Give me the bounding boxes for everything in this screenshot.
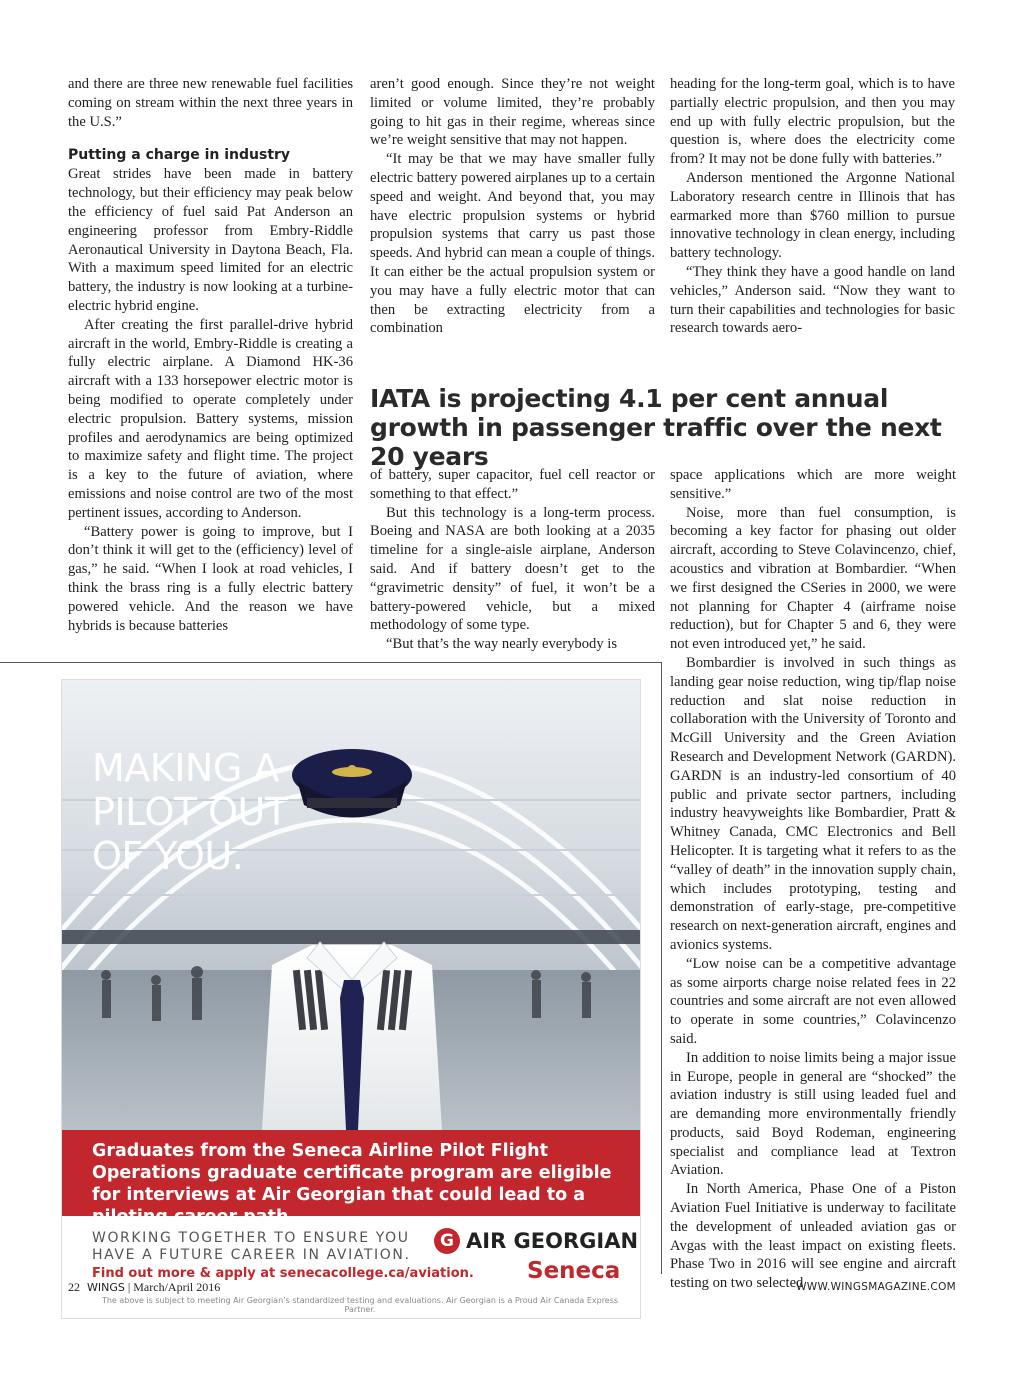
article-column-2-top: [370, 75, 655, 338]
ad-photo-airport-terminal: [62, 680, 640, 1130]
seneca-logo: Seneca: [527, 1258, 621, 1284]
paragraph: “It may be that we may have smaller fully electric battery powered airplanes up to a certain speed and weight. And beyond that, you may have electric propulsion systems or hybrid propulsion systems that carry us past those speeds. And hybrid can mean a couple of things. It can either be the actual propulsion system or you may have a fully electric motor that can then be extracting electricity from a combination: [370, 151, 655, 337]
paragraph: heading for the long-term goal, which is to have partially electric propulsion, and then you may end up with fully electric propulsion, but the question is, where does the electricity come from? It may not be done fully with batteries.”: [670, 76, 955, 168]
footer-separator: |: [127, 1280, 134, 1294]
ad-headline-line: PILOT OUT: [92, 790, 288, 834]
paragraph: “They think they have a good handle on land vehicles,” Anderson said. “Now they want to turn their capabilities and technologies for basic research towards aero-: [670, 263, 955, 337]
paragraph: Noise, more than fuel consumption, is becoming a key factor for phasing out older aircraft, according to Steve Colavincenzo, chief, acoustics and vibration at Bombardier. “When we first designed the CSeries in 2000, we were not planning for Chapter 4 (airframe noise reduction), but for Chapter 5 and 6, they were not even introduced yet,” he said.: [670, 504, 956, 653]
paragraph: “Low noise can be a competitive advantage as some airports charge noise related fees in 22 countries and some aircraft are not even allowed to operate in some countries,” Colavincenzo said.: [670, 955, 956, 1047]
page-footer-left: [68, 1280, 220, 1295]
ad-tagline-line: WORKING TOGETHER TO ENSURE YOU: [92, 1230, 410, 1246]
ad-band-text: Graduates from the Seneca Airline Pilot Flight Operations graduate certificate program are eligible for interviews at Air Georgian that could lead to a piloting career path.: [92, 1141, 612, 1227]
article-column-1: [68, 75, 353, 635]
magazine-name: WINGS: [87, 1281, 125, 1294]
paragraph: In North America, Phase One of a Piston Aviation Fuel Initiative is underway to facilitate the development of unleaded aviation gas or Avgas with the least impact on existing fleets. Phase Two in 2016 will see engine and aircraft testing on two selected: [670, 1181, 956, 1292]
paragraph: and there are three new renewable fuel facilities coming on stream within the next three years in the U.S.”: [68, 76, 353, 130]
advertisement[interactable]: [62, 680, 640, 1318]
paragraph: “But that’s the way nearly everybody is: [386, 636, 618, 653]
ad-link[interactable]: Find out more & apply at senecacollege.ca/aviation.: [92, 1266, 474, 1281]
ad-frame-side-rule: [661, 662, 662, 1274]
paragraph: After creating the first parallel-drive hybrid aircraft in the world, Embry-Riddle is creating a fully electric airplane. A Diamond HK-36 aircraft with a 133 horsepower electric motor is being modified to operate completely under electric propulsion. Battery systems, mission profiles and aerodynamics are being optimized to maximize safety and flight time. The project is a key to the future of aviation, where emissions and noise control are two of the most pertinent issues, according to Anderson.: [68, 316, 353, 521]
paragraph: “Battery power is going to improve, but I don’t think it will get to the (efficiency) level of gas,” he said. “When I look at road vehicles, I think the brass ring is a fully electric battery powered vehicle. And the reason we have hybrids is because batteries: [68, 523, 353, 634]
ad-headline: [92, 746, 288, 878]
ad-red-band: [62, 1130, 640, 1227]
paragraph: But this technology is a long-term process. Boeing and NASA are both looking at a 2035 timeline for a single-aisle airplane, Anderson said. And if battery doesn’t get to the “gravimetric density” of fuel, it won’t be a battery-powered vehicle, but a mixed methodology of some type.: [370, 504, 655, 634]
paragraph: Bombardier is involved in such things as landing gear noise reduction, wing tip/flap noise reduction and slat noise reduction in collaboration with the University of Toronto and McGill University and the Green Aviation Research and Development Network (GARDN). GARDN is an industry-led consortium of 40 public and private sector partners, including industry heavyweights like Bombardier, Pratt & Whitney Canada, CMC Electronics and Bell Helicopter. It is targeting what it refers to as the “valley of death” in the innovation supply chain, which includes prototyping, testing and demonstration of early-stage, pre-competitive research on next-generation aircraft, engines and avionics systems.: [670, 654, 956, 953]
paragraph: Great strides have been made in battery technology, but their efficiency may peak below the efficiency of fuel said Pat Anderson an engineering professor from Embry-Riddle Aeronautical University in Daytona Beach, Fla. With a maximum speed limited for an electric battery, the industry is now looking at a turbine-electric hybrid engine.: [68, 166, 353, 314]
paragraph: aren’t good enough. Since they’re not weight limited or volume limited, they’re probably going to hit gas in their regime, whereas since we’re weight sensitive that may not happen.: [370, 76, 655, 149]
section-heading: Putting a charge in industry: [68, 147, 291, 164]
ad-tagline: [92, 1230, 411, 1264]
issue-date: March/April 2016: [133, 1280, 221, 1294]
ad-headline-line: MAKING A: [92, 746, 279, 790]
paragraph: Anderson mentioned the Argonne National Laboratory research centre in Illinois that has earmarked more than $760 million to pursue innovative technology in clean energy, including battery technology.: [670, 169, 955, 262]
paragraph: In addition to noise limits being a major issue in Europe, people in general are “shocked” the aviation industry is still using leaded fuel and are demanding more environmentally friendly products, said Boyd Rodeman, engineering specialist and compliance lead at Textron Aviation.: [670, 1049, 956, 1179]
ad-headline-line: OF YOU.: [92, 834, 244, 878]
pull-quote: IATA is projecting 4.1 per cent annual growth in passenger traffic over the next 20 years: [370, 384, 942, 471]
ad-fineprint: The above is subject to meeting Air Georgian’s standardized testing and evaluations. Air Georgian is a Proud Air Canada Express Partner.: [101, 1296, 619, 1314]
ad-frame-top-rule: [0, 662, 661, 663]
page-number: 22: [68, 1280, 80, 1294]
ad-tagline-line: HAVE A FUTURE CAREER IN AVIATION.: [92, 1247, 411, 1263]
air-georgian-logo-icon: G: [434, 1228, 460, 1254]
air-georgian-wordmark: AIR GEORGIAN: [466, 1229, 639, 1253]
paragraph: space applications which are more weight sensitive.”: [670, 467, 956, 502]
article-column-2-bottom: [370, 466, 655, 654]
paragraph: of battery, super capacitor, fuel cell reactor or something to that effect.”: [370, 467, 655, 502]
air-georgian-logo: [434, 1228, 638, 1254]
article-column-3-top: [670, 75, 955, 338]
website-url[interactable]: WWW.WINGSMAGAZINE.COM: [796, 1281, 956, 1293]
article-column-3-bottom: [670, 466, 956, 1293]
